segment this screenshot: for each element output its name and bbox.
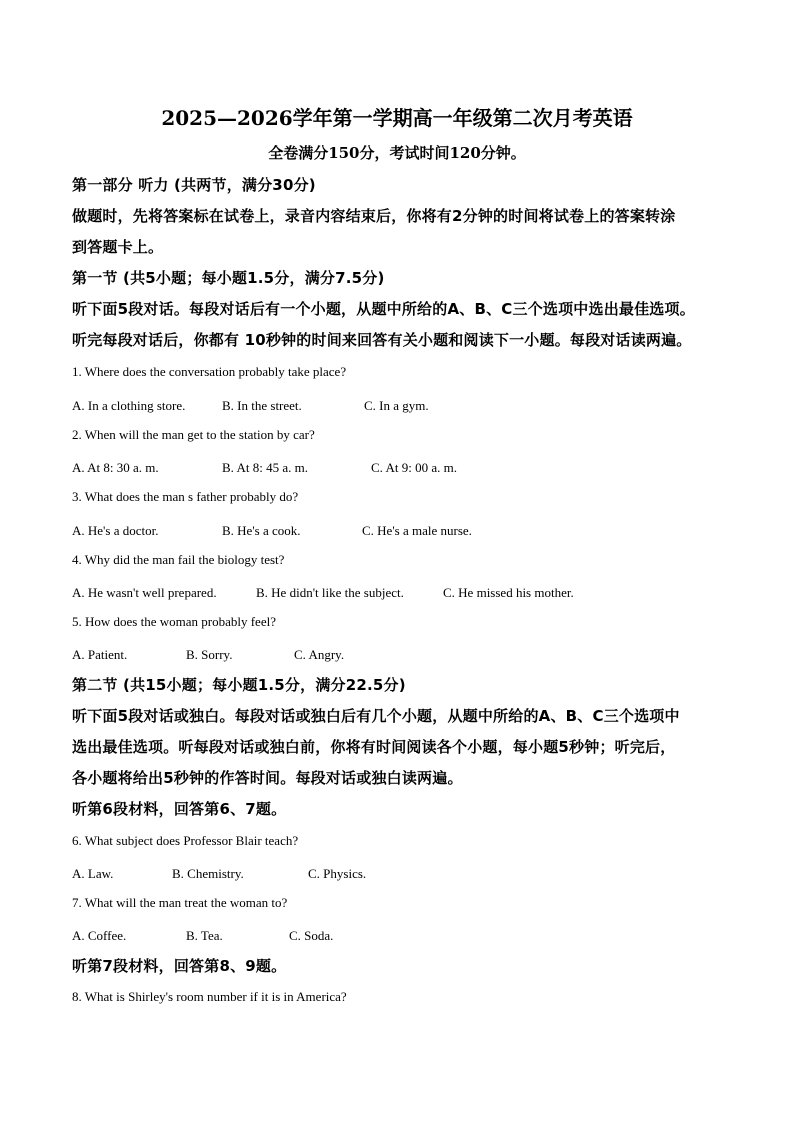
question-stem: 4. Why did the man fail the biology test? bbox=[72, 552, 285, 567]
section1-heading: 第一节 (共5小题；每小题1.5分，满分7.5分) bbox=[72, 269, 385, 287]
option-c: C. Angry. bbox=[294, 647, 345, 662]
option-b: B. At 8: 45 a. m. bbox=[222, 460, 308, 475]
question-options bbox=[72, 395, 429, 415]
option-b: B. Tea. bbox=[186, 928, 223, 943]
option-c: C. He missed his mother. bbox=[443, 585, 574, 600]
exam-title: 2025—2026学年第一学期高一年级第二次月考英语 bbox=[161, 106, 633, 130]
question-stem: 1. Where does the conversation probably take place? bbox=[72, 364, 347, 379]
option-b: B. Chemistry. bbox=[172, 866, 244, 881]
section2-instruction-line2: 选出最佳选项。听每段对话或独白前，你将有时间阅读各个小题，每小题5秒钟；听完后， bbox=[72, 738, 676, 756]
part1-instruction-line1: 做题时，先将答案标在试卷上，录音内容结束后，你将有2分钟的时间将试卷上的答案转涂 bbox=[72, 207, 676, 225]
question-stem: 8. What is Shirley's room number if it is in America? bbox=[72, 989, 347, 1004]
option-a: A. At 8: 30 a. m. bbox=[72, 460, 159, 475]
exam-subtitle: 全卷满分150分，考试时间120分钟。 bbox=[268, 144, 526, 162]
option-c: C. In a gym. bbox=[364, 398, 429, 413]
question-options bbox=[72, 644, 344, 664]
question-options bbox=[72, 457, 457, 477]
option-a: A. Patient. bbox=[72, 647, 128, 662]
question-options bbox=[72, 520, 472, 540]
question-stem: 7. What will the man treat the woman to? bbox=[72, 895, 288, 910]
section1-instruction-line2: 听完每段对话后，你都有 10秒钟的时间来回答有关小题和阅读下一小题。每段对话读两遍。 bbox=[72, 331, 692, 349]
question-options bbox=[72, 863, 366, 883]
option-a: A. He's a doctor. bbox=[72, 523, 159, 538]
option-b: B. He's a cook. bbox=[222, 523, 301, 538]
option-c: C. At 9: 00 a. m. bbox=[371, 460, 457, 475]
option-b: B. In the street. bbox=[222, 398, 302, 413]
question-stem: 6. What subject does Professor Blair teach? bbox=[72, 833, 299, 848]
option-a: A. He wasn't well prepared. bbox=[72, 585, 217, 600]
option-c: C. He's a male nurse. bbox=[362, 523, 472, 538]
question-stem: 5. How does the woman probably feel? bbox=[72, 614, 276, 629]
option-a: A. Coffee. bbox=[72, 928, 127, 943]
section2-instruction-line1: 听下面5段对话或独白。每段对话或独白后有几个小题，从题中所给的A、B、C三个选项中 bbox=[72, 707, 680, 725]
material-7-label: 听第7段材料，回答第8、9题。 bbox=[72, 957, 287, 975]
option-a: A. Law. bbox=[72, 866, 114, 881]
option-c: C. Physics. bbox=[308, 866, 367, 881]
option-b: B. Sorry. bbox=[186, 647, 233, 662]
question-options bbox=[72, 582, 574, 602]
option-c: C. Soda. bbox=[289, 928, 334, 943]
section1-instruction-line1: 听下面5段对话。每段对话后有一个小题，从题中所给的A、B、C三个选项中选出最佳选项。 bbox=[72, 300, 695, 318]
part1-heading: 第一部分 听力 (共两节，满分30分) bbox=[72, 176, 316, 194]
option-a: A. In a clothing store. bbox=[72, 398, 186, 413]
section2-heading: 第二节 (共15小题；每小题1.5分，满分22.5分) bbox=[72, 676, 406, 694]
section2-instruction-line3: 各小题将给出5秒钟的作答时间。每段对话或独白读两遍。 bbox=[72, 769, 463, 787]
part1-instruction-line2: 到答题卡上。 bbox=[72, 238, 164, 256]
material-6-label: 听第6段材料，回答第6、7题。 bbox=[72, 800, 287, 818]
question-options bbox=[72, 925, 333, 945]
option-b: B. He didn't like the subject. bbox=[256, 585, 404, 600]
question-stem: 2. When will the man get to the station by car? bbox=[72, 427, 315, 442]
question-stem: 3. What does the man s father probably do? bbox=[72, 489, 299, 504]
